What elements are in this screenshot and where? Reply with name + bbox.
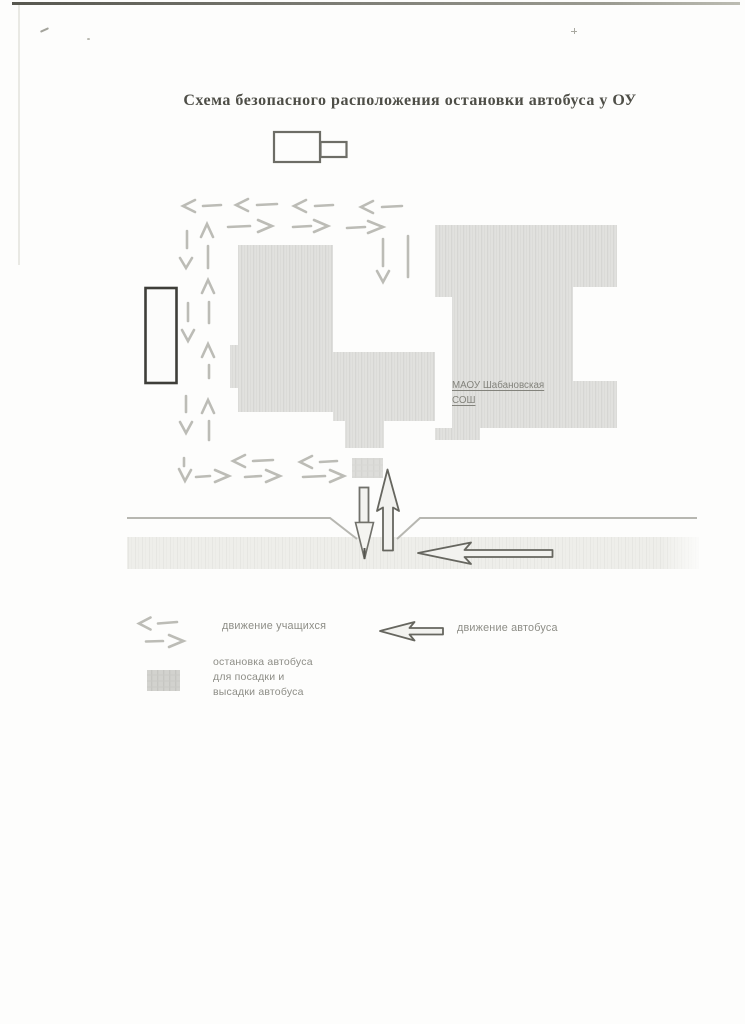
building-block: [452, 297, 573, 428]
building-block: [238, 245, 333, 412]
dashed-arrow-down-right-side: [377, 236, 408, 282]
dashed-arrow-left: [183, 199, 402, 213]
building-block: [435, 428, 480, 440]
legend-bus-symbol: [380, 622, 443, 641]
legend-students-label: движение учащихся: [222, 620, 327, 632]
school-label-line2: СОШ: [452, 394, 476, 406]
building-block: [435, 287, 573, 297]
dashed-arrow-right: [228, 220, 383, 233]
scheme-title: Схема безопасного расположения остановки автобуса у ОУ: [183, 92, 637, 109]
dashed-arrow-right-lower: [196, 470, 344, 482]
road: [127, 518, 700, 570]
dashed-arrow-left-lower: [233, 455, 337, 468]
building-block: [230, 345, 245, 388]
legend-stop-label-line1: остановка автобуса: [213, 656, 313, 668]
roadway-surface: [127, 537, 699, 569]
outbuilding-symbol: [274, 132, 347, 162]
road-edge-line: [127, 518, 357, 539]
school-label-line1: МАОУ Шабановская: [452, 380, 545, 391]
bus-stop-marker: [352, 458, 383, 478]
legend-stop-swatch: [147, 670, 180, 691]
school-label: [452, 379, 562, 408]
building-block: [573, 381, 617, 428]
road-edge-line: [397, 518, 697, 539]
legend-stop-label-line2: для посадки и: [213, 671, 285, 683]
legend-students-symbol: [139, 618, 184, 648]
school-building: [230, 225, 617, 448]
dashed-arrow-up: [201, 224, 214, 440]
building-block: [333, 352, 435, 421]
legend-bus-label: движение автобуса: [457, 622, 558, 634]
legend-stop-label: [213, 655, 313, 700]
dashed-arrow-down: [179, 231, 194, 481]
building-block: [345, 421, 384, 448]
side-building-outline: [146, 288, 177, 383]
legend-stop-label-line3: высадки автобуса: [213, 686, 304, 698]
building-block: [435, 225, 617, 287]
